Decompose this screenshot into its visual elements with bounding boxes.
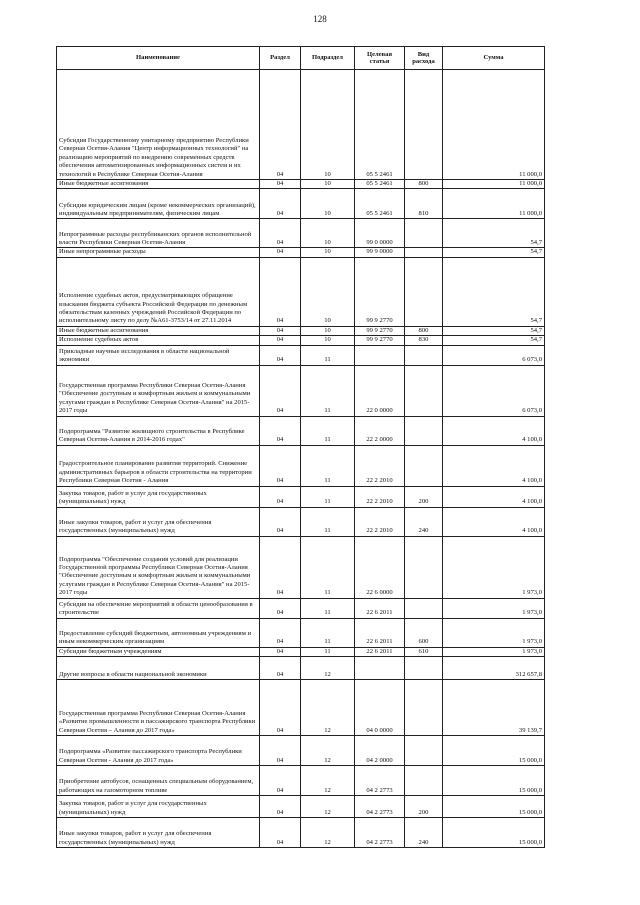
row-name: Непрограммные расходы республиканских органов исполнительной власти Республики Северная Осетия-Алания [57, 219, 260, 248]
row-amount: 1 973,0 [443, 618, 545, 647]
row-expense-type [405, 248, 443, 257]
row-section: 04 [260, 486, 301, 507]
row-subsection: 12 [301, 657, 355, 680]
row-section: 04 [260, 445, 301, 486]
row-target-item: 22 0 0000 [355, 365, 405, 416]
row-name: Подпрограмма «Развитие пассажирского транспорта Республики Северная Осетия - Алания до 2017 года» [57, 736, 260, 766]
row-expense-type [405, 680, 443, 736]
row-amount: 54,7 [443, 219, 545, 248]
table-row [57, 219, 545, 248]
row-section: 04 [260, 598, 301, 618]
budget-table [56, 46, 545, 848]
row-section: 04 [260, 336, 301, 345]
row-subsection: 11 [301, 486, 355, 507]
row-amount: 54,7 [443, 326, 545, 335]
row-amount: 6 073,0 [443, 365, 545, 416]
row-amount: 11 000,0 [443, 189, 545, 219]
table-row [57, 180, 545, 189]
row-amount: 39 139,7 [443, 680, 545, 736]
row-expense-type [405, 416, 443, 445]
table-row [57, 189, 545, 219]
header-section: Раздел [260, 47, 301, 70]
row-section: 04 [260, 647, 301, 656]
table-row [57, 326, 545, 335]
row-name: Иные бюджетные ассигнования [57, 326, 260, 335]
table-row [57, 345, 545, 365]
row-target-item: 22 2 2010 [355, 486, 405, 507]
row-section: 04 [260, 618, 301, 647]
row-target-item: 05 5 2461 [355, 70, 405, 180]
row-subsection: 11 [301, 416, 355, 445]
row-subsection: 11 [301, 647, 355, 656]
row-section: 04 [260, 536, 301, 598]
row-section: 04 [260, 248, 301, 257]
row-name: Иные закупки товаров, работ и услуг для обеспечения государственных (муниципальных) нужд [57, 507, 260, 536]
row-target-item [355, 657, 405, 680]
row-target-item: 99 9 2770 [355, 326, 405, 335]
row-name: Субсидия на обеспечение мероприятий в области ценообразования в строительстве [57, 598, 260, 618]
row-amount: 312 657,8 [443, 657, 545, 680]
row-name: Субсидии юридическим лицам (кроме некоммерческих организаций), индивидуальным предпринимателям, физическим лицам [57, 189, 260, 219]
table-row [57, 248, 545, 257]
row-subsection: 12 [301, 796, 355, 818]
row-target-item: 22 6 2011 [355, 618, 405, 647]
row-subsection: 12 [301, 736, 355, 766]
row-expense-type [405, 598, 443, 618]
table-row [57, 736, 545, 766]
row-name: Другие вопросы в области национальной экономики [57, 657, 260, 680]
row-expense-type: 800 [405, 326, 443, 335]
row-section: 04 [260, 796, 301, 818]
row-name: Субсидия Государственному унитарному предприятию Республики Северная Осетия-Алания "Центр информационных технологий" на реализацию мероприятий по внедрению современных средств обеспечения автоматизированных информационных систем и их технологий в Республике Северная Осетия-Алания [57, 70, 260, 180]
row-subsection: 10 [301, 336, 355, 345]
row-subsection: 10 [301, 326, 355, 335]
row-expense-type [405, 365, 443, 416]
row-subsection: 10 [301, 219, 355, 248]
header-subsection: Подраздел [301, 47, 355, 70]
table-header-row [57, 47, 545, 70]
row-subsection: 10 [301, 180, 355, 189]
row-amount: 15 000,0 [443, 766, 545, 796]
table-row [57, 766, 545, 796]
row-section: 04 [260, 189, 301, 219]
row-section: 04 [260, 416, 301, 445]
row-subsection: 10 [301, 248, 355, 257]
row-amount: 4 100,0 [443, 486, 545, 507]
row-subsection: 12 [301, 680, 355, 736]
row-expense-type [405, 345, 443, 365]
row-section: 04 [260, 507, 301, 536]
header-amount: Сумма [443, 47, 545, 70]
row-section: 04 [260, 818, 301, 848]
row-amount: 54,7 [443, 336, 545, 345]
row-target-item: 99 9 2770 [355, 336, 405, 345]
row-section: 04 [260, 736, 301, 766]
row-section: 04 [260, 766, 301, 796]
table-row [57, 257, 545, 326]
row-target-item: 22 2 2010 [355, 507, 405, 536]
row-expense-type [405, 657, 443, 680]
row-expense-type: 240 [405, 507, 443, 536]
header-target-item: Целевая статья [355, 47, 405, 70]
row-subsection: 10 [301, 70, 355, 180]
row-amount: 1 973,0 [443, 598, 545, 618]
row-section: 04 [260, 257, 301, 326]
row-section: 04 [260, 180, 301, 189]
row-expense-type [405, 536, 443, 598]
row-name: Прикладные научные исследования в области национальной экономики [57, 345, 260, 365]
row-section: 04 [260, 365, 301, 416]
row-subsection: 11 [301, 345, 355, 365]
row-expense-type: 200 [405, 486, 443, 507]
table-row [57, 598, 545, 618]
row-amount: 15 000,0 [443, 818, 545, 848]
row-name: Иные бюджетные ассигнования [57, 180, 260, 189]
row-expense-type: 600 [405, 618, 443, 647]
table-row [57, 336, 545, 345]
row-amount: 15 000,0 [443, 796, 545, 818]
row-name: Подпрограмма "Обеспечение создания условий для реализации Государственной программы Республики Северная Осетия-Алания "Обеспечение доступным и комфортным жильем и коммунальными услугами граждан в Республике Северная Осетия-Алания" на 2015-2017 годы [57, 536, 260, 598]
page-number: 128 [313, 14, 327, 24]
row-target-item: 22 2 2010 [355, 445, 405, 486]
table-row [57, 657, 545, 680]
table-row [57, 70, 545, 180]
row-expense-type: 830 [405, 336, 443, 345]
header-name: Наименование [57, 47, 260, 70]
row-expense-type: 240 [405, 818, 443, 848]
row-expense-type [405, 70, 443, 180]
row-name: Иные непрограммные расходы [57, 248, 260, 257]
table-row [57, 818, 545, 848]
row-target-item: 22 6 0000 [355, 536, 405, 598]
table-row [57, 796, 545, 818]
row-name: Исполнение судебных актов [57, 336, 260, 345]
row-amount: 54,7 [443, 257, 545, 326]
table-row [57, 365, 545, 416]
row-name: Государственная программа Республики Северная Осетия-Алания "Обеспечение доступным и комфортным жильем и коммунальными услугами граждан в Республике Северная Осетия-Алания" на 2015-2017 годы [57, 365, 260, 416]
row-subsection: 11 [301, 507, 355, 536]
row-amount: 1 973,0 [443, 647, 545, 656]
table-row [57, 536, 545, 598]
row-target-item: 22 6 2011 [355, 647, 405, 656]
row-amount: 4 100,0 [443, 416, 545, 445]
row-target-item: 99 9 2770 [355, 257, 405, 326]
row-target-item: 22 6 2011 [355, 598, 405, 618]
row-name: Подпрограмма "Развитие жилищного строительства в Республике Северная Осетия-Алания в 2014-2016 годах" [57, 416, 260, 445]
row-subsection: 11 [301, 618, 355, 647]
row-target-item: 99 9 0000 [355, 248, 405, 257]
row-expense-type: 610 [405, 647, 443, 656]
row-subsection: 11 [301, 365, 355, 416]
row-target-item: 22 2 0000 [355, 416, 405, 445]
table-row [57, 647, 545, 656]
row-expense-type [405, 736, 443, 766]
row-expense-type: 810 [405, 189, 443, 219]
row-section: 04 [260, 680, 301, 736]
row-name: Иные закупки товаров, работ и услуг для обеспечения государственных (муниципальных) нужд [57, 818, 260, 848]
table-row [57, 618, 545, 647]
row-section: 04 [260, 70, 301, 180]
header-expense-type: Вид расхода [405, 47, 443, 70]
table-row [57, 486, 545, 507]
row-subsection: 10 [301, 189, 355, 219]
row-section: 04 [260, 219, 301, 248]
row-name: Предоставление субсидий бюджетным, автономным учреждениям и иным некоммерческим организациям [57, 618, 260, 647]
row-section: 04 [260, 326, 301, 335]
row-target-item: 04 2 2773 [355, 796, 405, 818]
table-row [57, 507, 545, 536]
row-target-item: 05 5 2461 [355, 180, 405, 189]
row-expense-type [405, 219, 443, 248]
row-expense-type: 200 [405, 796, 443, 818]
table-row [57, 445, 545, 486]
row-name: Закупка товаров, работ и услуг для государственных (муниципальных) нужд [57, 486, 260, 507]
row-name: Исполнение судебных актов, предусматривающих обращение взыскания бюджета субъекта Российской Федерации по денежным обязательствам казенных учреждений Российской Федерации по исполнительному листу по делу №А61-3753/14 от 27.11.2014 [57, 257, 260, 326]
row-name: Государственная программа Республики Северная Осетия-Алания «Развитие промышленности и пассажирского транспорта Республики Северная Осетия – Алания до 2017 года» [57, 680, 260, 736]
row-target-item: 99 0 0000 [355, 219, 405, 248]
row-expense-type: 800 [405, 180, 443, 189]
row-section: 04 [260, 345, 301, 365]
row-amount: 11 000,0 [443, 70, 545, 180]
row-subsection: 10 [301, 257, 355, 326]
row-amount: 4 100,0 [443, 507, 545, 536]
row-subsection: 12 [301, 766, 355, 796]
row-target-item [355, 345, 405, 365]
row-amount: 6 073,0 [443, 345, 545, 365]
table-row [57, 416, 545, 445]
table-row [57, 680, 545, 736]
row-target-item: 04 2 2773 [355, 766, 405, 796]
row-amount: 4 100,0 [443, 445, 545, 486]
row-name: Градостроительное планирование развития территорий. Снижение административных барьеров в области строительства на территории Республики Северная Осетия - Алания [57, 445, 260, 486]
row-amount: 1 973,0 [443, 536, 545, 598]
row-amount: 15 000,0 [443, 736, 545, 766]
row-target-item: 04 2 2773 [355, 818, 405, 848]
row-subsection: 11 [301, 598, 355, 618]
row-amount: 11 000,0 [443, 180, 545, 189]
row-name: Закупка товаров, работ и услуг для государственных (муниципальных) нужд [57, 796, 260, 818]
row-subsection: 11 [301, 536, 355, 598]
row-expense-type [405, 766, 443, 796]
row-subsection: 11 [301, 445, 355, 486]
row-target-item: 04 0 0000 [355, 680, 405, 736]
row-amount: 54,7 [443, 248, 545, 257]
row-name: Приобретение автобусов, оснащенных специальным оборудованием, работающих на газомоторном топливе [57, 766, 260, 796]
row-name: Субсидии бюджетным учреждениям [57, 647, 260, 656]
row-expense-type [405, 257, 443, 326]
row-target-item: 05 5 2461 [355, 189, 405, 219]
row-expense-type [405, 445, 443, 486]
row-section: 04 [260, 657, 301, 680]
row-subsection: 12 [301, 818, 355, 848]
row-target-item: 04 2 0000 [355, 736, 405, 766]
